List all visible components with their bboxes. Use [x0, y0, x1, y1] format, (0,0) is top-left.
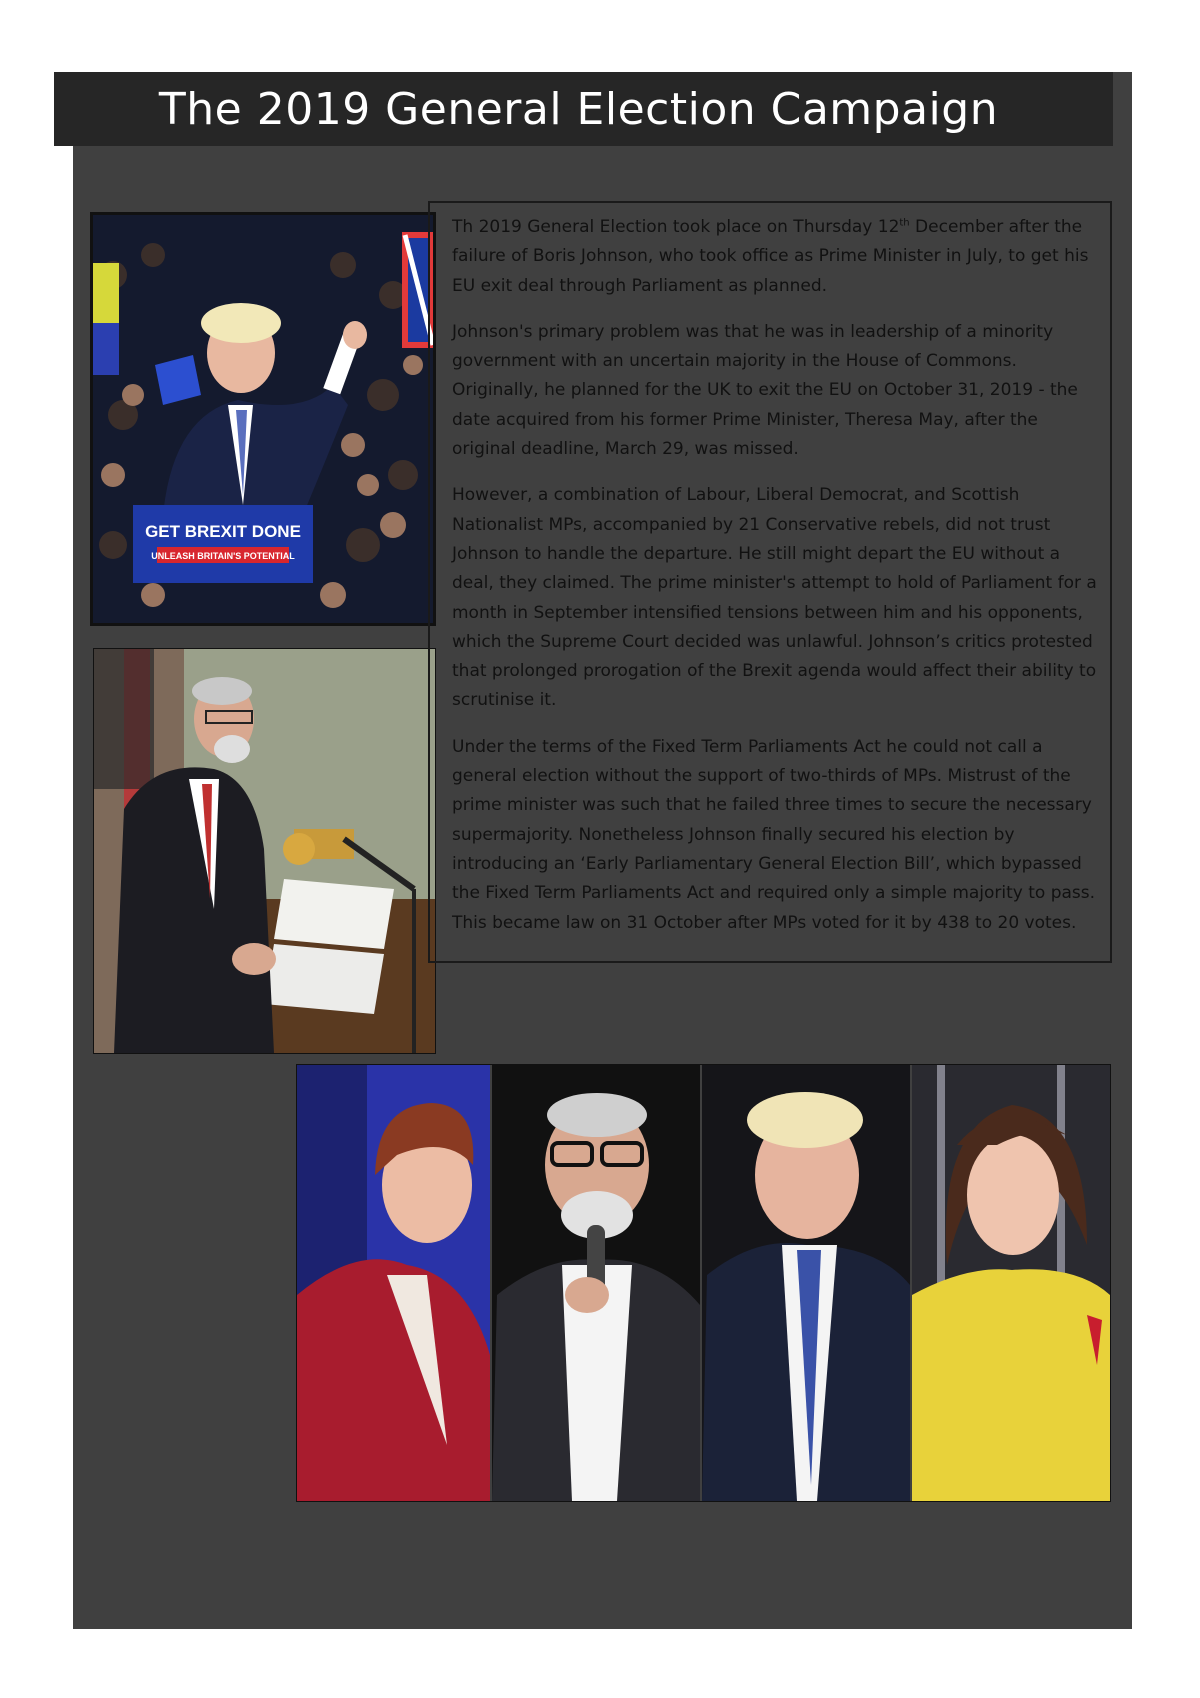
party-leaders-photo-strip: [296, 1064, 1111, 1502]
page-title: The 2019 General Election Campaign: [158, 83, 999, 135]
article-paragraph-1: Th 2019 General Election took place on Thursday 12th December after the failure of Boris Johnson, who took office as Prime Minister in July, to get his EU exit deal through Parliament as planned.: [452, 217, 1089, 296]
article-paragraph-4: Under the terms of the Fixed Term Parliaments Act he could not call a general election without the support of two-thirds of MPs. Mistrust of the prime minister was such that he failed three times to secure the necessary supermajority. Nonetheless Johnson finally secured his election by introducing an ‘Early Parliamentary General Election Bill’, which bypassed the Fixed Term Parliaments Act and required only a simple majority to pass. This became law on 31 October after MPs voted for it by 438 to 20 votes.: [452, 736, 1096, 933]
sign-line-2: UNLEASH BRITAIN'S POTENTIAL: [151, 551, 295, 561]
article-text-box: [428, 201, 1112, 963]
title-bar: [54, 72, 1113, 146]
sign-line-1: GET BREXIT DONE: [145, 522, 301, 541]
jeremy-corbyn-commons-photo: [93, 648, 436, 1054]
article-paragraph-3: However, a combination of Labour, Liberal Democrat, and Scottish Nationalist MPs, accompanied by 21 Conservative rebels, did not trust Johnson to handle the departure. He still might depart the EU without a deal, they claimed. The prime minister's attempt to hold of Parliament for a month in September intensified tensions between him and his opponents, which the Supreme Court decided was unlawful. Johnson’s critics protested that prolonged prorogation of the Brexit agenda would affect their ability to scrutinise it.: [452, 485, 1097, 711]
boris-johnson-rally-photo: [90, 212, 436, 626]
article-paragraph-2: Johnson's primary problem was that he was in leadership of a minority government with an uncertain majority in the House of Commons. Originally, he planned for the UK to exit the EU on October 31, 2019 - the date acquired from his former Prime Minister, Theresa May, after the original deadline, March 29, was missed.: [452, 321, 1078, 460]
ordinal-suffix: th: [899, 217, 910, 229]
